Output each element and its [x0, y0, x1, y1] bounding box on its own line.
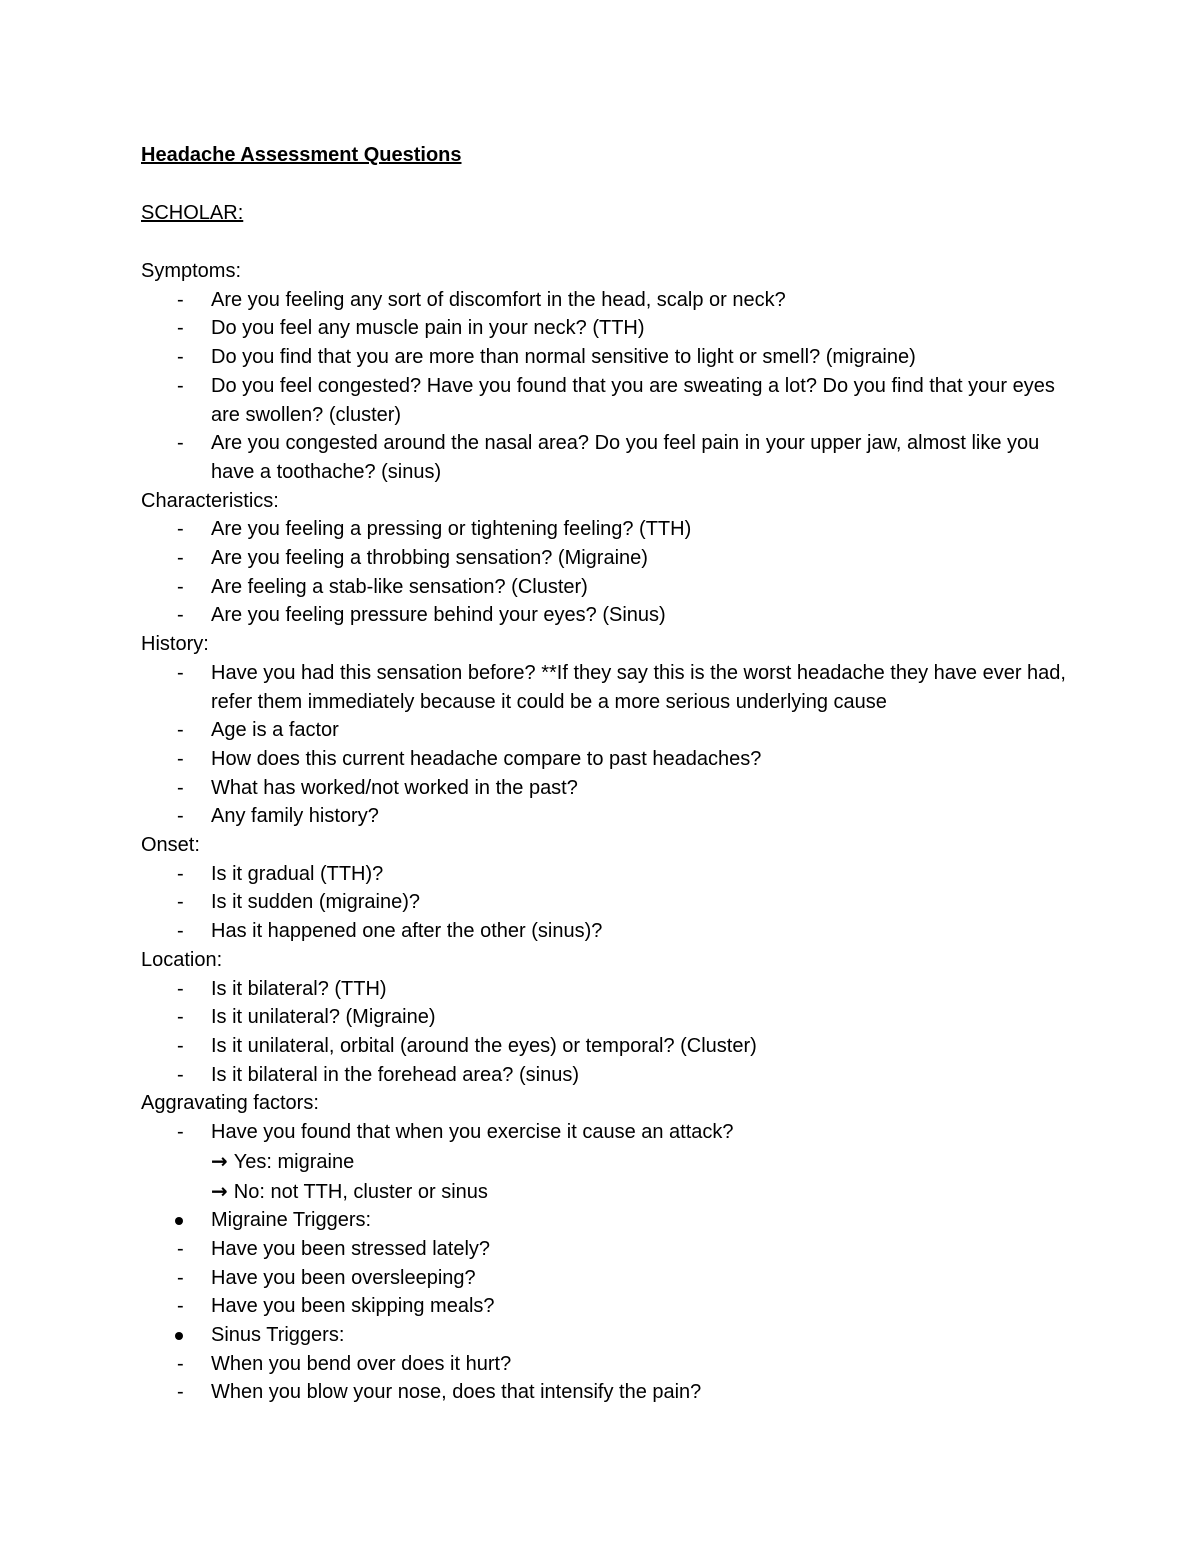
dash-marker [141, 343, 211, 372]
dash-marker [141, 860, 211, 889]
arrow-item [211, 1147, 1081, 1177]
dash-marker [141, 659, 211, 716]
list-item-text: Are you feeling pressure behind your eyes? (Sinus) [211, 604, 666, 627]
list-item-text: Do you feel congested? Have you found that you are sweating a lot? Do you find that your eyes are swollen? (cluster) [211, 374, 1055, 426]
list-item-text: How does this current headache compare to past headaches? [211, 747, 762, 770]
list-item [141, 1206, 1081, 1235]
list-item-text: Migraine Triggers: [211, 1209, 372, 1232]
dash-marker [141, 1003, 211, 1032]
bullet-icon [141, 1206, 211, 1235]
list-item [141, 314, 1081, 343]
list-item [141, 860, 1081, 889]
list-item-text: Any family history? [211, 805, 379, 828]
list-item [141, 716, 1081, 745]
list-item [141, 1061, 1081, 1090]
list-item [141, 1118, 1081, 1147]
dash-marker [141, 573, 211, 602]
dash-marker [141, 314, 211, 343]
dash-marker [141, 1235, 211, 1264]
list-item-text: Are feeling a stab-like sensation? (Cluster) [211, 575, 588, 598]
list-item-text: Is it gradual (TTH)? [211, 862, 384, 885]
list-item-text: Are you feeling any sort of discomfort in the head, scalp or neck? [211, 288, 786, 311]
list-item-text: Is it unilateral, orbital (around the eyes) or temporal? (Cluster) [211, 1034, 757, 1057]
list-item-text: Yes: migraine [233, 1150, 355, 1173]
sections-container [141, 257, 1081, 1407]
dash-marker [141, 917, 211, 946]
list-item [141, 917, 1081, 946]
list-item [141, 573, 1081, 602]
list-item-text: Is it unilateral? (Migraine) [211, 1006, 436, 1029]
dash-marker [141, 975, 211, 1004]
indent-spacer [141, 1147, 211, 1177]
list-item [141, 1378, 1081, 1407]
document-title: Headache Assessment Questions [141, 144, 462, 166]
list-item [141, 286, 1081, 315]
list-item-text: When you blow your nose, does that intensify the pain? [211, 1381, 702, 1404]
list-item-text: Have you been stressed lately? [211, 1237, 491, 1260]
list-item-text: No: not TTH, cluster or sinus [233, 1180, 488, 1203]
list-item-text: Age is a factor [211, 719, 339, 742]
dash-marker [141, 1378, 211, 1407]
dash-marker [141, 888, 211, 917]
list-item-text: Sinus Triggers: [211, 1324, 345, 1347]
dash-marker [141, 1118, 211, 1147]
dash-marker [141, 601, 211, 630]
section-heading: Onset: [141, 834, 200, 857]
right-arrow-icon: → [211, 1148, 228, 1173]
list-item-text: Have you found that when you exercise it cause an attack? [211, 1121, 734, 1144]
dash-marker [141, 1264, 211, 1293]
dash-marker [141, 286, 211, 315]
list-item-text: Is it bilateral? (TTH) [211, 977, 387, 1000]
dash-marker [141, 515, 211, 544]
dash-marker [141, 774, 211, 803]
list-item [141, 544, 1081, 573]
list-item [141, 372, 1081, 429]
dash-marker [141, 1292, 211, 1321]
section-label-scholar: SCHOLAR: [141, 202, 244, 224]
list-item-text: Have you been oversleeping? [211, 1266, 476, 1289]
list-item-text: Have you been skipping meals? [211, 1295, 495, 1318]
dash-marker [141, 716, 211, 745]
list-item [141, 1147, 1081, 1177]
list-item-text: Are you feeling a pressing or tightening feeling? (TTH) [211, 518, 692, 541]
list-item [141, 802, 1081, 831]
list-item [141, 601, 1081, 630]
list-item-text: What has worked/not worked in the past? [211, 776, 578, 799]
list-item [141, 745, 1081, 774]
dash-marker [141, 1061, 211, 1090]
list-item-text: Are you feeling a throbbing sensation? (Migraine) [211, 547, 648, 570]
list-item-text: Do you feel any muscle pain in your neck? (TTH) [211, 317, 645, 340]
list-item-text: Has it happened one after the other (sinus)? [211, 920, 603, 943]
section-heading: Location: [141, 948, 223, 971]
list-item [141, 1003, 1081, 1032]
list-item [141, 888, 1081, 917]
list-item [141, 1350, 1081, 1379]
list-item-text: Are you congested around the nasal area? Do you feel pain in your upper jaw, almost like you have a toothache? (sinus) [211, 432, 1040, 483]
list-item [141, 1235, 1081, 1264]
list-item [141, 659, 1081, 716]
list-item-text: Do you find that you are more than normal sensitive to light or smell? (migraine) [211, 346, 916, 369]
list-item [141, 1177, 1081, 1207]
list-item [141, 429, 1081, 486]
list-item [141, 1292, 1081, 1321]
list-item-text: Have you had this sensation before? **If they say this is the worst headache they have ever had, refer them immediately because it could be a more serious underlying cause [211, 661, 1066, 713]
list-item [141, 975, 1081, 1004]
section-heading: Aggravating factors: [141, 1092, 319, 1115]
section-heading: Characteristics: [141, 489, 279, 512]
dash-marker [141, 802, 211, 831]
list-item [141, 774, 1081, 803]
list-item [141, 1264, 1081, 1293]
section-heading: History: [141, 633, 209, 656]
dash-marker [141, 544, 211, 573]
list-item-text: Is it sudden (migraine)? [211, 891, 420, 914]
indent-spacer [141, 1177, 211, 1207]
dash-marker [141, 1032, 211, 1061]
dash-marker [141, 429, 211, 486]
document-page [141, 141, 1081, 1407]
dash-marker [141, 372, 211, 429]
dash-marker [141, 745, 211, 774]
bullet-icon [141, 1321, 211, 1350]
list-item [141, 515, 1081, 544]
arrow-item [211, 1177, 1081, 1207]
dash-marker [141, 1350, 211, 1379]
list-item-text: When you bend over does it hurt? [211, 1352, 512, 1375]
right-arrow-icon: → [211, 1178, 228, 1203]
list-item [141, 1032, 1081, 1061]
list-item [141, 343, 1081, 372]
list-item [141, 1321, 1081, 1350]
section-heading: Symptoms: [141, 260, 242, 282]
list-item-text: Is it bilateral in the forehead area? (sinus) [211, 1063, 579, 1086]
